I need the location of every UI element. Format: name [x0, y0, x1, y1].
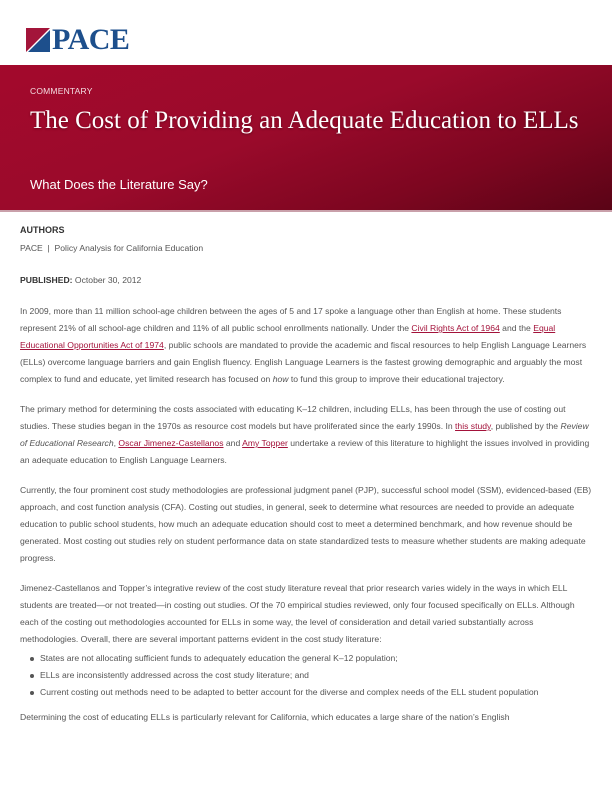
text: to fund this group to improve their educational trajectory. — [288, 374, 505, 384]
text: , published by the — [490, 421, 561, 431]
paragraph-1 — [20, 303, 592, 388]
text: and — [223, 438, 243, 448]
paragraph-4: Jimenez-Castellanos and Topper’s integrative review of the cost study literature reveal that prior research varies widely in the ways in which ELL students are treated—or not treated—in costing out studies. Of the 70 empirical studies reviewed, only four focused specifically on ELLs. Although each of the costing out methodologies accounted for ELLs in some way, the level of consideration and detail varied substantially across methodologies. Overall, there are several important patterns evident in the cost study literature: — [20, 583, 575, 644]
list-item: States are not allocating sufficient funds to adequately education the general K–12 population; — [40, 650, 592, 667]
page-subtitle: What Does the Literature Say? — [30, 177, 208, 192]
link-amy-topper[interactable]: Amy Topper — [242, 438, 288, 448]
paragraph-2 — [20, 401, 592, 469]
findings-list — [20, 650, 592, 701]
link-civil-rights-act[interactable]: Civil Rights Act of 1964 — [411, 323, 500, 333]
authors-value: PACE | Policy Analysis for California Education — [20, 243, 204, 253]
hero-banner — [0, 65, 612, 210]
text: undertake a review of this literature to highlight the issues involved in providing an adequate education to English Language Learners. — [20, 438, 590, 465]
link-eeoa-1974[interactable]: Equal Educational Opportunities Act of 1974 — [20, 323, 556, 350]
text: The primary method for determining the costs associated with educating K–12 children, including ELLs, has been through the use of costing out studies. These studies began in the 1970s as resource cost models but have proliferated since the early 1990s. In — [20, 404, 566, 431]
published-date — [20, 272, 592, 289]
text: and the — [499, 323, 534, 333]
paragraph-3: Currently, the four prominent cost study methodologies are professional judgment panel (PJP), successful school model (SSM), evidenced-based (EB) approach, and cost function analysis (CFA). Costing out studies, in general, seek to determine what resources are needed to provide an adequate education to public school students, how much an adequate education should cost to meet a determined benchmark, and how revenue should be generated. Most costing out studies rely on student performance data on state standardized tests to measure whether students are making adequate progress. — [20, 485, 592, 563]
paragraph-5: Determining the cost of educating ELLs is particularly relevant for California, which educates a large share of the nation’s English — [20, 712, 510, 722]
link-oscar-jimenez-castellanos[interactable]: Oscar Jimenez-Castellanos — [118, 438, 224, 448]
logo-text: PACE — [52, 23, 130, 56]
journal-title: Review of Educational Research — [20, 421, 589, 448]
emphasis: how — [272, 374, 289, 384]
published-value: October 30, 2012 — [72, 275, 142, 285]
logo-mark-icon — [26, 28, 50, 52]
link-this-study[interactable]: this study — [455, 421, 491, 431]
text: In 2009, more than 11 million school-age children between the ages of 5 and 17 spoke a language other than English at home. These students represent 21% of all school-age children and 11% of all public school enrollments nationally. Under the — [20, 306, 562, 333]
text: , public schools are mandated to provide the academic and fiscal resources to help English Language Learners (ELLs) overcome language barriers and gain English fluency. English Language Learners is the fastest growing demographic and arguably the most complex to fund and educate, yet limited research has focused on — [20, 340, 587, 384]
text: , — [113, 438, 119, 448]
article-body — [20, 222, 592, 726]
category-label: COMMENTARY — [30, 86, 93, 96]
authors-label: AUTHORS — [20, 225, 65, 235]
list-item: Current costing out methods need to be adapted to better account for the diverse and complex needs of the ELL student population — [40, 684, 592, 701]
published-label: PUBLISHED: — [20, 275, 73, 285]
list-item: ELLs are inconsistently addressed across the cost study literature; and — [40, 667, 592, 684]
page-title: The Cost of Providing an Adequate Education to ELLs — [30, 107, 579, 134]
pace-logo[interactable] — [26, 23, 130, 56]
